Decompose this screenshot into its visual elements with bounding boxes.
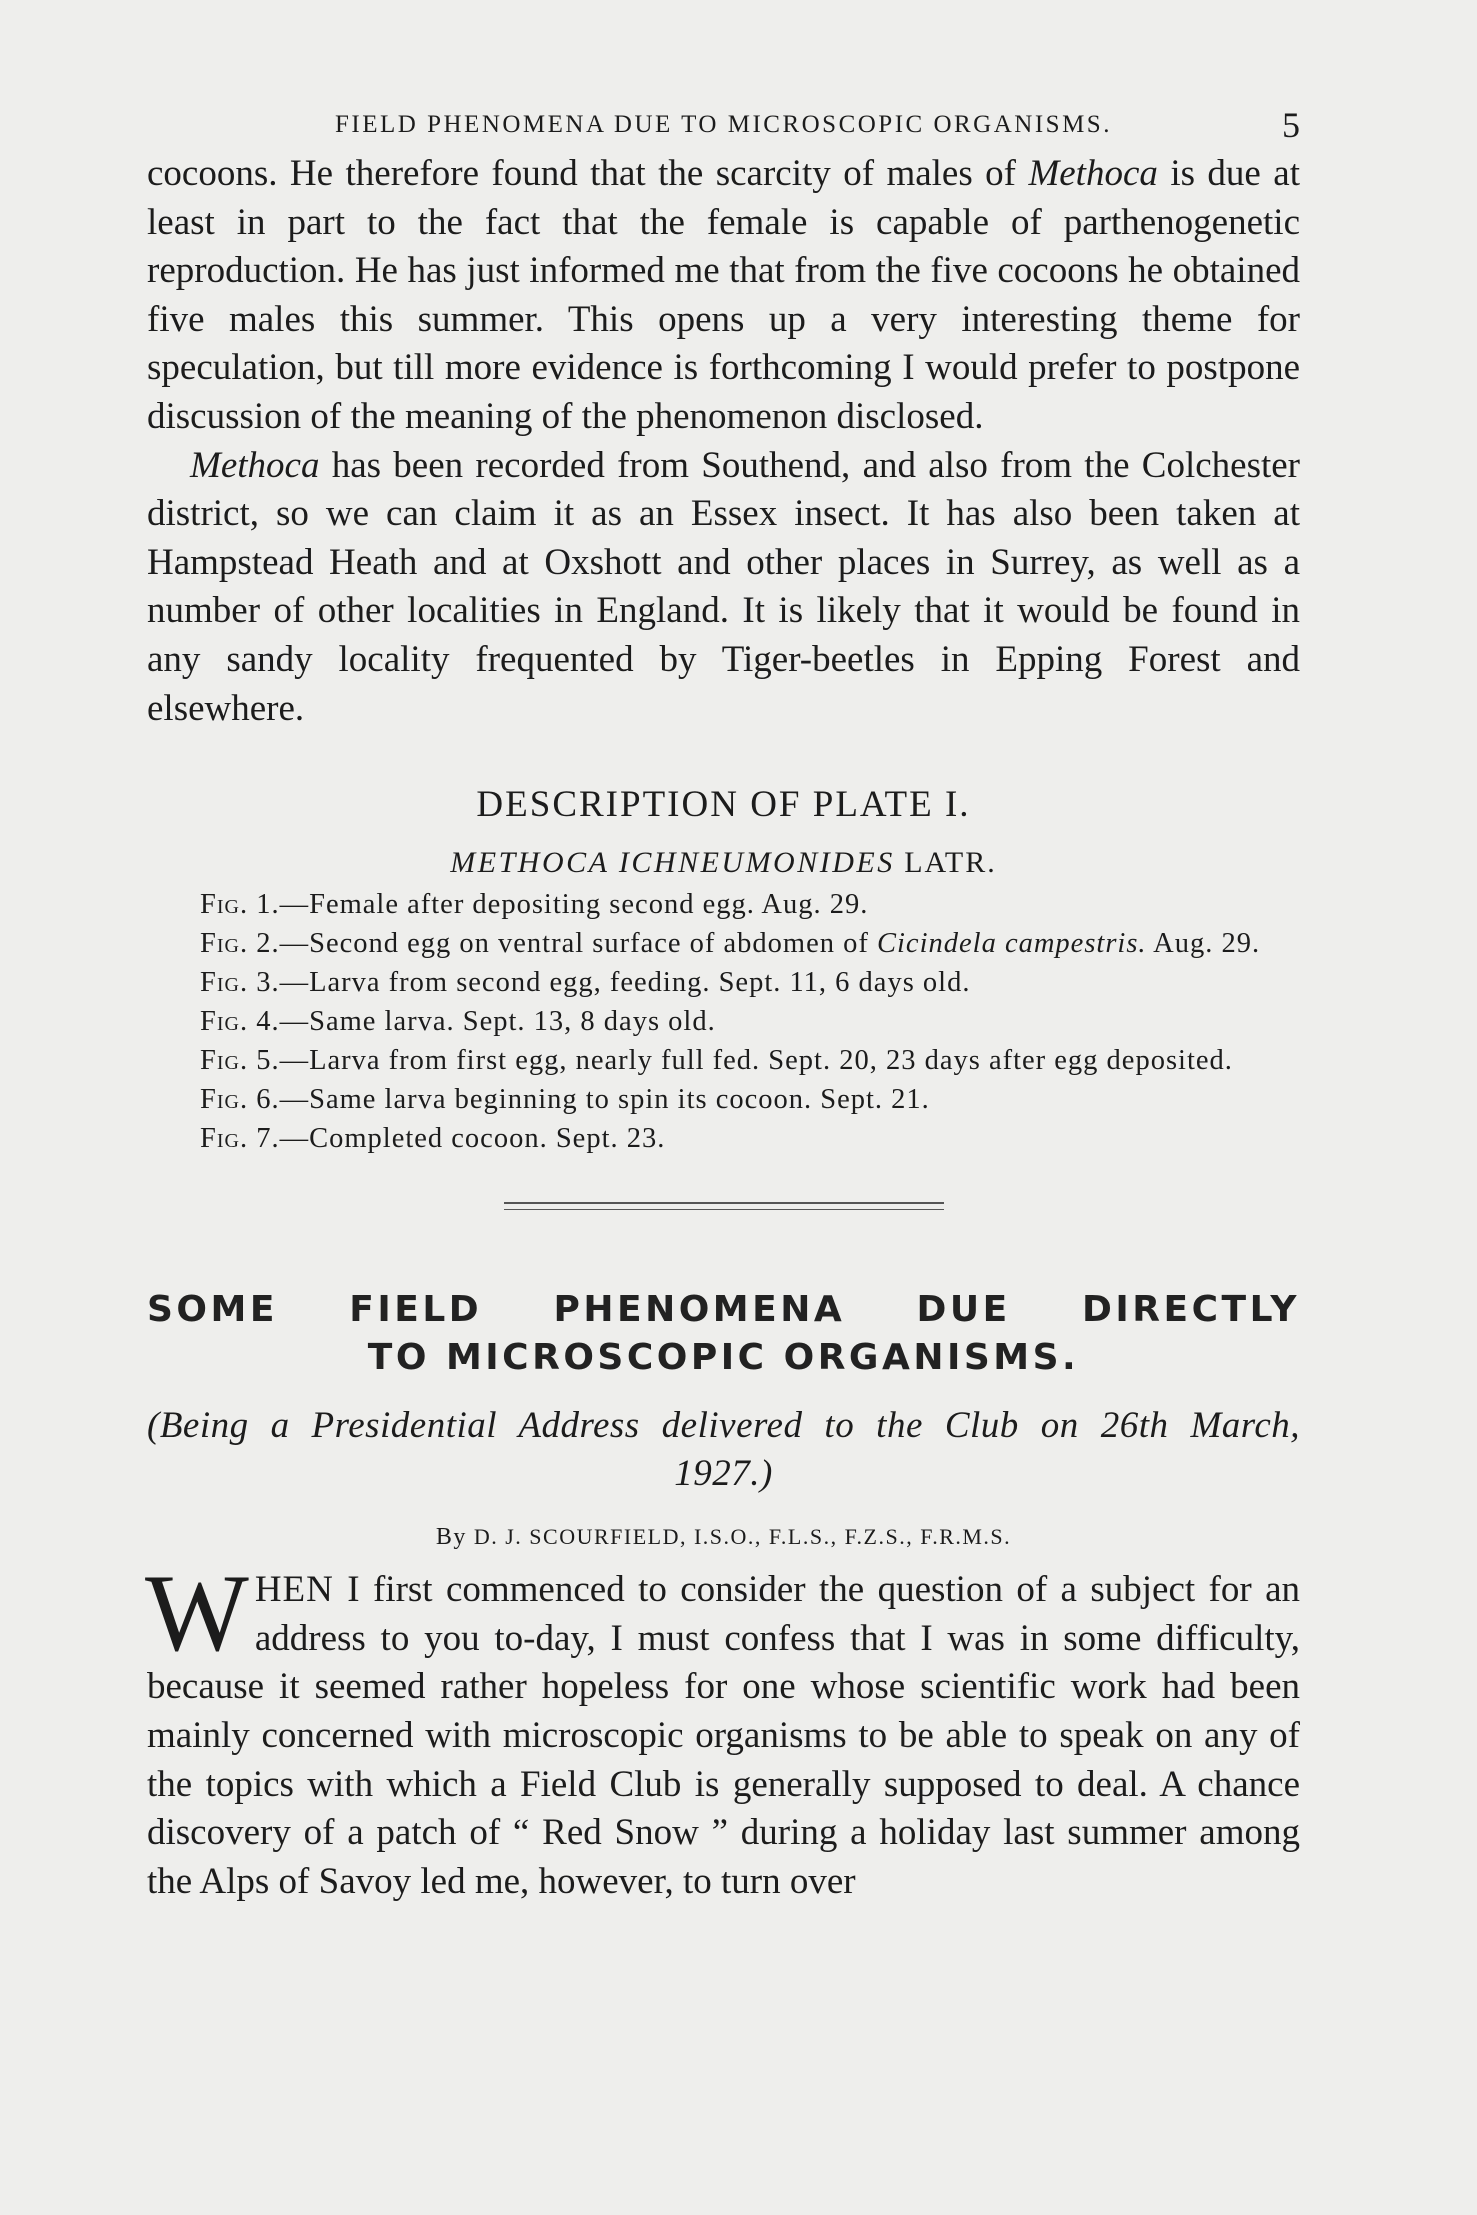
fig-number: 5. bbox=[256, 1045, 280, 1077]
paragraph bbox=[147, 150, 1300, 442]
fig-number: 2. bbox=[256, 928, 280, 960]
page-number: 5 bbox=[1282, 105, 1300, 145]
byline-by: By bbox=[435, 1524, 467, 1551]
fig-number: 1. bbox=[256, 889, 280, 921]
genus-name: Methoca bbox=[190, 444, 320, 486]
figure-entry bbox=[147, 924, 1300, 963]
fig-number: 4. bbox=[256, 1006, 280, 1038]
figure-entry bbox=[147, 1080, 1300, 1119]
figure-entry bbox=[147, 885, 1300, 924]
opening-caps: HEN bbox=[254, 1569, 334, 1611]
fig-label: Fig. bbox=[200, 1123, 249, 1155]
intro-text bbox=[147, 150, 1300, 733]
text-run: has been recorded from Southend, and also from the Colchester district, so we can claim it as an Essex insect. It has also been taken at Hampstead Heath and at Oxshott and other places in Surrey, as well as a number of other localities in England. It is likely that it would be found in any sandy locality frequented by Tiger-beetles in Epping Forest and elsewhere. bbox=[147, 444, 1300, 729]
fig-label: Fig. bbox=[200, 1006, 249, 1038]
fig-text: —Same larva beginning to spin its cocoon. Sept. 21. bbox=[279, 1084, 930, 1116]
subtitle-line: 1927.) bbox=[674, 1453, 773, 1495]
drop-cap: W bbox=[145, 1552, 249, 1675]
fig-text: —Larva from second egg, feeding. Sept. 11, 6 days old. bbox=[279, 967, 971, 999]
fig-label: Fig. bbox=[200, 967, 249, 999]
byline-author: D. J. SCOURFIELD, I.S.O., F.L.S., F.Z.S., F.R.M.S. bbox=[466, 1524, 1012, 1550]
fig-number: 7. bbox=[256, 1123, 280, 1155]
fig-number: 3. bbox=[256, 967, 280, 999]
fig-label: Fig. bbox=[200, 1045, 249, 1077]
paragraph bbox=[147, 442, 1300, 734]
figure-entry bbox=[147, 963, 1300, 1002]
figure-entry bbox=[147, 1119, 1300, 1158]
fig-text: —Same larva. Sept. 13, 8 days old. bbox=[279, 1006, 716, 1038]
opening-text: I first commenced to consider the question of a subject for an address to you to-day, I must confess that I was in some difficulty, because it seemed rather hopeless for one whose scientific work had been mainly concerned with microscopic organisms to be able to speak on any of the topics with which a Field Club is generally supposed to deal. A chance discovery of a patch of “ Red Snow ” during a holiday last summer among the Alps of Savoy led me, however, to turn over bbox=[147, 1569, 1300, 1902]
subtitle-line: (Being a Presidential Address delivered to the Club on 26th March, bbox=[147, 1405, 1300, 1447]
book-page bbox=[147, 100, 1300, 1906]
species-author: LATR. bbox=[894, 846, 997, 880]
article-subtitle bbox=[147, 1402, 1300, 1498]
article-title-line: TO MICROSCOPIC ORGANISMS. bbox=[367, 1337, 1080, 1379]
figure-list bbox=[147, 885, 1300, 1158]
fig-text: Aug. 29. bbox=[1146, 928, 1261, 960]
text-run: is due at least in part to the fact that the female is capable of parthenogenetic reproduction. He has just informed me that from the five cocoons he obtained five males this summer. This opens up a very interesting theme for speculation, but till more evidence is forthcoming I would prefer to postpone discussion of the meaning of the phenomenon disclosed. bbox=[147, 153, 1300, 437]
opening-paragraph bbox=[145, 1552, 1300, 1906]
fig-number: 6. bbox=[256, 1084, 280, 1116]
plate-species-line bbox=[147, 843, 1300, 883]
fig-text: —Second egg on ventral surface of abdomen of bbox=[279, 928, 877, 960]
running-head bbox=[147, 100, 1300, 150]
byline bbox=[147, 1520, 1300, 1554]
text-run: cocoons. He therefore found that the scarcity of males of bbox=[147, 153, 1029, 194]
species-name: METHOCA ICHNEUMONIDES bbox=[450, 846, 895, 880]
fig-text: —Female after depositing second egg. Aug. 29. bbox=[279, 889, 869, 921]
genus-name: Methoca bbox=[1028, 153, 1158, 194]
running-head-title: FIELD PHENOMENA DUE TO MICROSCOPIC ORGANISMS. bbox=[335, 111, 1112, 138]
fig-label: Fig. bbox=[200, 889, 249, 921]
fig-text: —Completed cocoon. Sept. 23. bbox=[279, 1123, 666, 1155]
fig-label: Fig. bbox=[200, 1084, 249, 1116]
fig-text: —Larva from first egg, nearly full fed. Sept. 20, 23 days after egg deposited. bbox=[279, 1045, 1233, 1077]
article-title-line: SOME FIELD PHENOMENA DUE DIRECTLY bbox=[147, 1289, 1300, 1331]
figure-entry bbox=[147, 1041, 1300, 1080]
fig-label: Fig. bbox=[200, 928, 249, 960]
article-title bbox=[147, 1286, 1300, 1382]
section-divider bbox=[504, 1202, 944, 1210]
figure-entry bbox=[147, 1002, 1300, 1041]
species-name: Cicindela campestris. bbox=[877, 928, 1147, 960]
plate-heading: DESCRIPTION OF PLATE I. bbox=[476, 784, 971, 826]
